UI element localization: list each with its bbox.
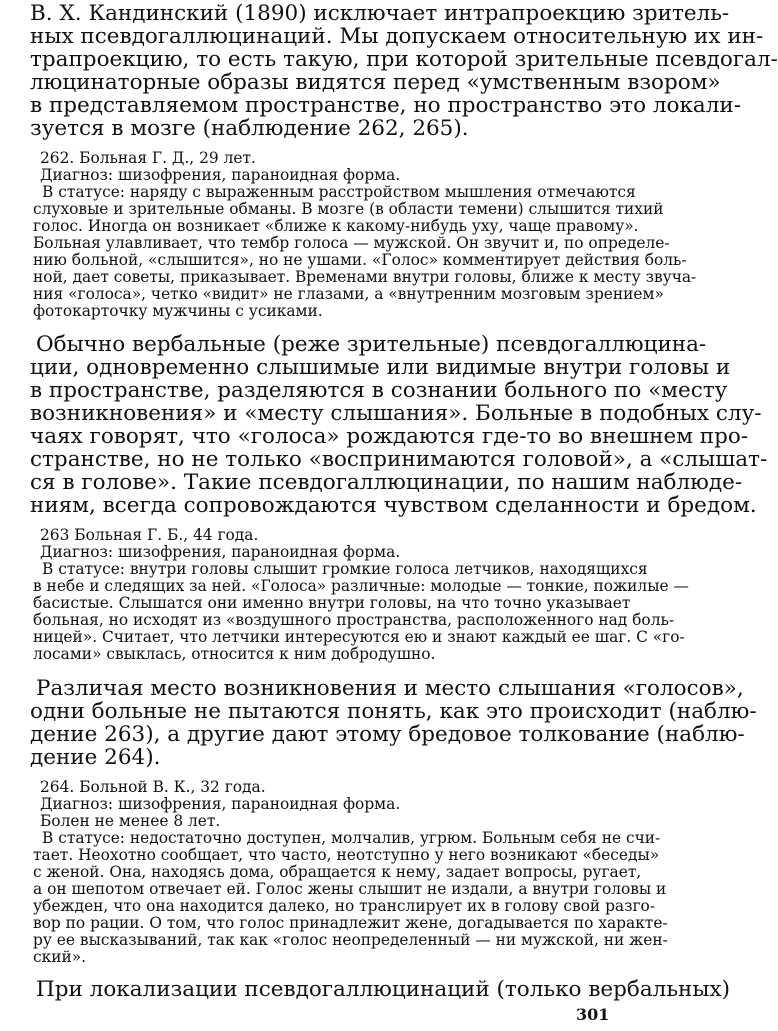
text-line: одни больные не пытаются понять, как это происходит (наблю- [30,699,757,724]
case-text-line: ницей». Считает, что летчики интересуются ею и знают каждый ее шаг. С «го- [33,628,685,646]
case-text-line: ру ее высказываний, так как «голос неопределенный — ни мужской, ни жен- [33,931,668,949]
text-line: странстве, но не только «воспринимаются головой», а «слышат- [30,447,768,472]
text-line: дение 263), а другие дают этому бредовое толкование (наблю- [30,722,745,747]
text-line: чаях говорят, что «голоса» рождаются где-то во внешнем про- [30,424,749,449]
case-diagnosis: Диагноз: шизофрения, параноидная форма. [40,166,401,184]
text-line: Обычно вербальные (реже зрительные) псевдогаллюцина- [36,332,707,357]
text-line: При локализации псевдогаллюцинаций (только вербальных) [36,977,730,1002]
case-text-line: слуховые и зрительные обманы. В мозге (в области темени) слышится тихий [33,200,664,218]
case-text-line: тает. Неохотно сообщает, что часто, неотступно у него возникают «беседы» [33,846,660,864]
text-line: ных псевдогаллюцинаций. Мы допускаем относительную их ин- [30,24,764,49]
case-text-line: нию больной, «слышится», но не ушами. «Голос» комментирует действия боль- [33,251,687,269]
text-line: В. Х. Кандинский (1890) исключает интрапроекцию зритель- [30,1,730,26]
text-line: в представляемом пространстве, но пространство это локали- [30,93,741,118]
text-line: ции, одновременно слышимые или видимые внутри головы и [30,355,731,380]
case-text-line: убежден, что она находится далеко, но транслирует их в голову свой разго- [33,897,656,915]
case-text-line: ния «голоса», четко «видит» не глазами, а «внутренним мозговым зрением» [33,285,664,303]
case-text-line: вор по рации. О том, что голос принадлежит жене, догадывается по характе- [33,914,668,932]
case-text-line: фотокарточку мужчины с усиками. [33,302,323,320]
case-duration: Болен не менее 8 лет. [40,812,221,830]
case-text-line: басистые. Слышатся они именно внутри головы, на что точно указывает [33,594,631,612]
case-text-line: голос. Иногда он возникает «ближе к какому-нибудь уху, чаще правому». [33,217,639,235]
case-text-line: в небе и следящих за ней. «Голоса» различные: молодые — тонкие, пожилые — [33,577,689,595]
case-text-line: В статусе: внутри головы слышит громкие голоса летчиков, находящихся [42,560,648,578]
case-text-line: ной, дает советы, приказывает. Временами внутри головы, ближе к месту звуча- [33,268,697,286]
case-text-line: Больная улавливает, что тембр голоса — мужской. Он звучит и, по определе- [33,234,670,252]
case-heading: 263 Больная Г. Б., 44 года. [40,526,259,544]
text-line: трапроекцию, то есть такую, при которой зрительные псевдогал- [30,47,778,72]
text-line: возникновения» и «месту слышания». Больные в подобных слу- [30,401,762,426]
text-line: ся в голове». Такие псевдогаллюцинации, по нашим наблюде- [30,470,743,495]
case-text-line: В статусе: недостаточно доступен, молчалив, угрюм. Больным себя не счи- [42,829,661,847]
case-text-line: с женой. Она, находясь дома, обращается к нему, задает вопросы, ругает, [33,863,642,881]
case-text-line: больная, но исходят из «воздушного пространства, расположенного над боль- [33,611,675,629]
text-line: Различая место возникновения и место слышания «голосов», [36,676,744,701]
case-diagnosis: Диагноз: шизофрения, параноидная форма. [40,795,401,813]
case-text-line: ский». [33,948,87,966]
text-line: дение 264). [30,745,161,770]
page-number: 301 [576,1005,610,1024]
case-text-line: В статусе: наряду с выраженным расстройством мышления отмечаются [42,183,636,201]
text-line: в пространстве, разделяются в сознании больного по «месту [30,378,728,403]
case-text-line: а он шепотом отвечает ей. Голос жены слышит не издали, а внутри головы и [33,880,667,898]
case-heading: 262. Больная Г. Д., 29 лет. [40,149,256,167]
case-heading: 264. Больной В. К., 32 года. [40,778,266,796]
text-line: ниям, всегда сопровождаются чувством сделанности и бредом. [30,493,757,518]
case-diagnosis: Диагноз: шизофрения, параноидная форма. [40,543,401,561]
text-line: зуется в мозге (наблюдение 262, 265). [30,116,469,141]
text-line: люцинаторные образы видятся перед «умственным взором» [30,70,721,95]
case-text-line: лосами» свыклась, относится к ним добродушно. [33,645,436,663]
